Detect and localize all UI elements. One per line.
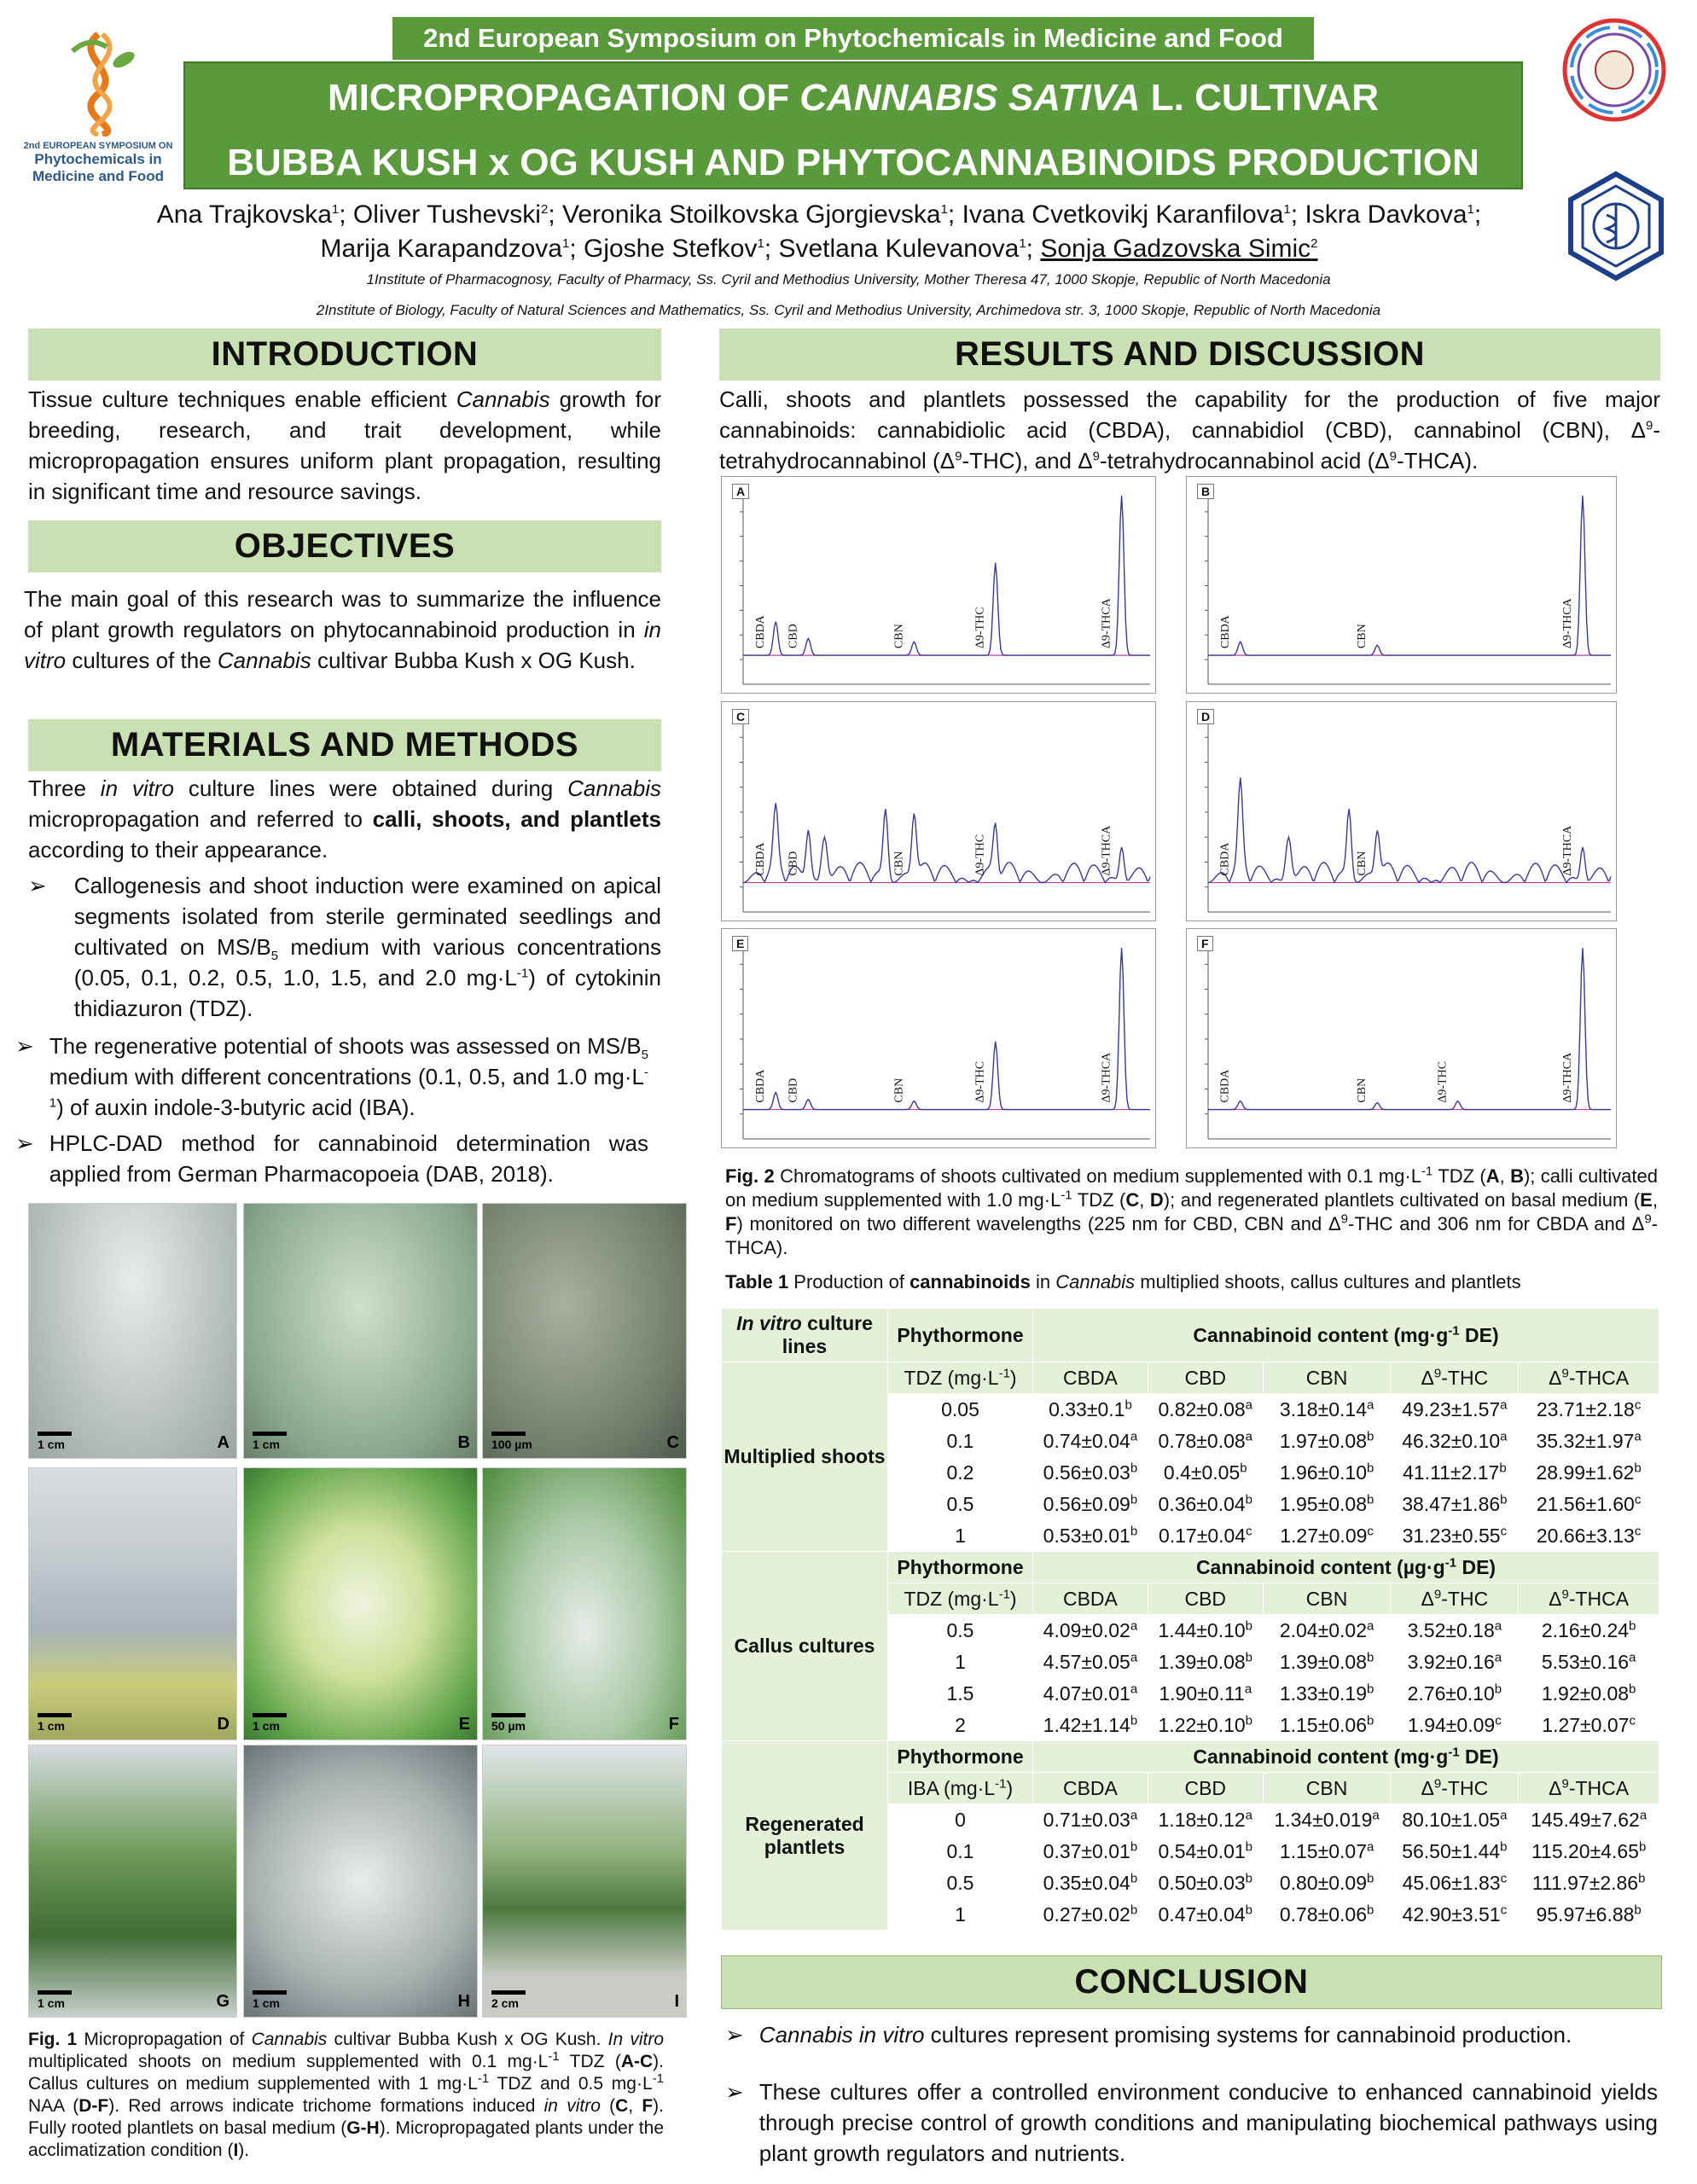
column-header-row xyxy=(722,1362,1659,1394)
column-header: CBDA xyxy=(1033,1583,1148,1615)
helix-logo-icon xyxy=(21,26,175,136)
author-name: Ivana Cvetkovikj Karanfilova$^1$ xyxy=(962,200,1291,229)
photo-panel-c xyxy=(482,1203,687,1459)
column-header: CBN xyxy=(1263,1362,1391,1394)
peak-label: CBD xyxy=(787,851,800,876)
concentration-cell: 0.1 xyxy=(888,1426,1033,1457)
column-header: CBD xyxy=(1148,1773,1263,1804)
chromatogram-trace xyxy=(1208,948,1611,1110)
value-cell: 1.22±0.10$^b$ xyxy=(1148,1710,1263,1741)
culture-line-name: Regenerated plantlets xyxy=(722,1741,888,1931)
value-cell: 1.44±0.10$^b$ xyxy=(1148,1615,1263,1647)
value-cell: 56.50±1.44$^b$ xyxy=(1391,1836,1519,1867)
scale-bar: 1 cm xyxy=(253,1713,287,1733)
value-cell: 0.78±0.06$^b$ xyxy=(1263,1899,1391,1931)
culture-line-name: Multiplied shoots xyxy=(722,1362,888,1552)
chromatogram-trace xyxy=(743,496,1150,655)
scale-bar: 2 cm xyxy=(491,1990,526,2010)
value-cell: 1.96±0.10$^b$ xyxy=(1263,1457,1391,1489)
photo-panel-g xyxy=(28,1745,237,2018)
logo-text-line3: Medicine and Food xyxy=(32,168,164,184)
conclusion-bullet-2: ➢ These cultures offer a controlled environment conducive to enhanced cannabinoid yields through precise control of growth conditions and manipulating biochemical pathways using plant growth regulators and nutrients. xyxy=(725,2079,1658,2166)
value-cell: 1.39±0.08$^b$ xyxy=(1263,1647,1391,1678)
results-text: Calli, shoots and plantlets possessed the capability for the production of five major cannabinoids: cannabidiolic acid (CBDA), cannabidiol (CBD), cannabinol (CBN), $\Delta^9$-tetrahydrocannabinol $(\Delta^9-THC)$, and $\Delta^9$-tetrahydrocannabinol acid $(\Delta^9-THCA)$. xyxy=(719,386,1660,473)
concentration-cell: 2 xyxy=(888,1710,1033,1741)
peak-label: CBDA xyxy=(1218,1069,1232,1103)
authors xyxy=(85,198,1553,266)
content-header: Cannabinoid content ($mg\cdot g^{-1}$ DE) xyxy=(1033,1741,1659,1773)
chromatogram-b xyxy=(1186,476,1617,694)
column-header: CBDA xyxy=(1033,1773,1148,1804)
photo-label: C xyxy=(666,1433,679,1452)
column-header: CBD xyxy=(1148,1583,1263,1615)
objectives-text: The main goal of this research was to summarize the influence of plant growth regulators on phytocannabinoid production in in vitro cultures of the Cannabis cultivar Bubba Kush x OG Kush. xyxy=(24,586,661,673)
title-line2: BUBBA KUSH x OG KUSH AND PHYTOCANNABINOIDS PRODUCTION xyxy=(227,142,1479,183)
introduction-text: Tissue culture techniques enable efficient Cannabis growth for breeding, research, and trait development, while micropropagation ensures uniform plant propagation, resulting in significant time and resource savings. xyxy=(28,386,661,504)
value-cell: 49.23±1.57$^a$ xyxy=(1391,1394,1519,1426)
table-1-caption: Table 1 Production of cannabinoids in Cannabis multiplied shoots, callus cultures and plantlets xyxy=(725,1271,1521,1292)
peak-label: Δ9-THCA xyxy=(1560,825,1574,876)
phythormone-header: Phythormone xyxy=(888,1552,1033,1583)
concentration-cell: 1 xyxy=(888,1520,1033,1552)
column-header: $\Delta^9$-THCA xyxy=(1519,1362,1659,1394)
group-header-row xyxy=(722,1552,1659,1583)
scale-bar: 1 cm xyxy=(38,1432,72,1451)
author-name: Svetlana Kulevanova$^1$ xyxy=(778,235,1026,263)
value-cell: 0.37±0.01$^b$ xyxy=(1033,1836,1148,1867)
column-header: $\Delta^9$-THCA xyxy=(1519,1773,1659,1804)
photo-label: G xyxy=(216,1992,230,2011)
author-name: Gjoshe Stefkov$^1$ xyxy=(584,235,764,263)
chromatogram-panel-label: B xyxy=(1197,484,1214,499)
photo-label: B xyxy=(457,1433,470,1452)
chromatogram-a xyxy=(721,476,1156,694)
value-cell: 0.36±0.04$^b$ xyxy=(1148,1489,1263,1520)
peak-label: Δ9-THC xyxy=(973,1060,987,1103)
value-cell: 0.53±0.01$^b$ xyxy=(1033,1520,1148,1552)
peak-label: Δ9-THC xyxy=(973,607,987,649)
concentration-cell: 0.5 xyxy=(888,1489,1033,1520)
value-cell: 28.99±1.62$^b$ xyxy=(1519,1457,1659,1489)
introduction-heading: INTRODUCTION xyxy=(28,328,661,380)
peak-label: Δ9-THC xyxy=(973,834,987,876)
group-header-row xyxy=(722,1741,1659,1773)
value-cell: 1.15±0.07$^a$ xyxy=(1263,1836,1391,1867)
value-cell: 0.71±0.03$^a$ xyxy=(1033,1804,1148,1836)
value-cell: 1.33±0.19$^b$ xyxy=(1263,1678,1391,1710)
scale-bar: 1 cm xyxy=(38,1990,72,2010)
column-header: $\Delta^9$-THC xyxy=(1391,1583,1519,1615)
chromatogram-trace xyxy=(1208,778,1611,883)
right-logo-seal xyxy=(1561,17,1668,124)
peak-label: CBDA xyxy=(1218,615,1232,649)
chromatogram-trace xyxy=(743,803,1150,882)
value-cell: 4.57±0.05$^a$ xyxy=(1033,1647,1148,1678)
value-cell: 1.42±1.14$^b$ xyxy=(1033,1710,1148,1741)
title-box xyxy=(183,61,1523,189)
value-cell: 0.74±0.04$^a$ xyxy=(1033,1426,1148,1457)
photo-label: I xyxy=(674,1992,679,2011)
value-cell: 1.90±0.11$^a$ xyxy=(1148,1678,1263,1710)
value-cell: 2.04±0.02$^a$ xyxy=(1263,1615,1391,1647)
chromatogram-panel-label: C xyxy=(732,709,749,724)
scale-bar: 1 cm xyxy=(253,1432,287,1451)
title-line1: MICROPROPAGATION OF CANNABIS SATIVA L. CULTIVAR xyxy=(328,77,1379,119)
peak-label: CBN xyxy=(892,851,906,876)
value-cell: 41.11±2.17$^b$ xyxy=(1391,1457,1519,1489)
photo-panel-h xyxy=(243,1745,478,2018)
photo-panel-f xyxy=(482,1467,687,1740)
value-cell: 0.56±0.09$^b$ xyxy=(1033,1489,1148,1520)
column-header: CBN xyxy=(1263,1773,1391,1804)
authors-line1: Ana Trajkovska$^1$; Oliver Tushevski$^2$; Veronika Stoilkovska Gjorgievska$^1$; Ivana Cvetkovikj Karanfilova$^1$; Iskra Davkova$^1$; xyxy=(156,200,1482,229)
value-cell: 4.09±0.02$^a$ xyxy=(1033,1615,1148,1647)
logo-text-line2: Phytochemicals in xyxy=(34,151,162,167)
peak-label: CBDA xyxy=(754,615,768,649)
column-header: $\Delta^9$-THC xyxy=(1391,1362,1519,1394)
peak-label: Δ9-THCA xyxy=(1560,1052,1574,1103)
peak-label: Δ9-THC xyxy=(1436,1060,1450,1103)
column-header: CBD xyxy=(1148,1362,1263,1394)
peak-label: Δ9-THCA xyxy=(1560,598,1574,649)
content-header: Cannabinoid content ($\mu g\cdot g^{-1}$ DE) xyxy=(1033,1552,1659,1583)
value-cell: 0.54±0.01$^b$ xyxy=(1148,1836,1263,1867)
author-name: Oliver Tushevski$^2$ xyxy=(352,200,549,229)
photo-panel-a xyxy=(28,1203,237,1459)
table-1 xyxy=(721,1308,1659,1931)
unit-header: TDZ $(mg\cdot L^{-1})$ xyxy=(888,1362,1033,1394)
value-cell: 0.17±0.04$^c$ xyxy=(1148,1520,1263,1552)
concentration-cell: 1 xyxy=(888,1899,1033,1931)
value-cell: 20.66±3.13$^c$ xyxy=(1519,1520,1659,1552)
affiliation-2: 2Institute of Biology, Faculty of Natural Sciences and Mathematics, Ss. Cyril and Methodius University, Archimedova str. 3, 1000 Skopje, Republic of North Macedonia xyxy=(316,302,1381,318)
table-header-row xyxy=(722,1309,1659,1362)
concentration-cell: 1 xyxy=(888,1647,1033,1678)
value-cell: 1.92±0.08$^b$ xyxy=(1519,1678,1659,1710)
value-cell: 3.92±0.16$^a$ xyxy=(1391,1647,1519,1678)
symposium-banner: 2nd European Symposium on Phytochemicals in Medicine and Food xyxy=(392,17,1314,60)
figure-2-caption: Fig. 2 Chromatograms of shoots cultivated on medium supplemented with 0.1 $mg\cdot L^{-1}$ TDZ (A, B); calli cultivated on medium supplemented with 1.0 $mg\cdot L^{-1}$ TDZ (C, D); and regenerated plantlets cultivated on basal medium (E, F) monitored on two different wavelengths (225 nm for CBD, CBN and $\Delta^9$-THC and 306 nm for CBDA and $\Delta^9-THCA$). xyxy=(725,1164,1658,1258)
value-cell: 95.97±6.88$^b$ xyxy=(1519,1899,1659,1931)
phythormone-header: Phythormone xyxy=(888,1309,1033,1362)
logo-text-line1: 2nd EUROPEAN SYMPOSIUM ON xyxy=(23,141,173,151)
author-name: Veronika Stoilkovska Gjorgievska$^1$ xyxy=(562,200,948,229)
author-name: Marija Karapandzova$^1$ xyxy=(320,235,570,263)
photo-panel-d xyxy=(28,1467,237,1740)
value-cell: 46.32±0.10$^a$ xyxy=(1391,1426,1519,1457)
value-cell: 0.4±0.05$^b$ xyxy=(1148,1457,1263,1489)
faculty-seal-icon xyxy=(1561,17,1668,124)
peak-label: CBN xyxy=(892,624,906,649)
value-cell: 0.78±0.08$^a$ xyxy=(1148,1426,1263,1457)
scale-bar: 100 µm xyxy=(491,1432,532,1451)
value-cell: 1.95±0.08$^b$ xyxy=(1263,1489,1391,1520)
phythormone-header: Phythormone xyxy=(888,1741,1033,1773)
column-header: CBN xyxy=(1263,1583,1391,1615)
value-cell: 1.34±0.019$^a$ xyxy=(1263,1804,1391,1836)
concentration-cell: 0.1 xyxy=(888,1836,1033,1867)
peak-label: CBN xyxy=(1356,851,1369,876)
value-cell: 45.06±1.83$^c$ xyxy=(1391,1867,1519,1899)
value-cell: 42.90±3.51$^c$ xyxy=(1391,1899,1519,1931)
concentration-cell: 0.05 xyxy=(888,1394,1033,1426)
peak-label: CBN xyxy=(1356,624,1369,649)
value-cell: 2.16±0.24$^b$ xyxy=(1519,1615,1659,1647)
peak-label: Δ9-THCA xyxy=(1100,1052,1113,1103)
right-logo-pharmacy xyxy=(1566,171,1666,282)
chromatogram-d xyxy=(1186,701,1617,921)
value-cell: 4.07±0.01$^a$ xyxy=(1033,1678,1148,1710)
peak-label: CBDA xyxy=(1218,842,1232,876)
value-cell: 1.94±0.09$^c$ xyxy=(1391,1710,1519,1741)
pharmacy-emblem-icon xyxy=(1566,171,1666,282)
author-name: Sonja Gadzovska Simic$^2$ xyxy=(1040,235,1318,263)
value-cell: 111.97±2.86$^b$ xyxy=(1519,1867,1659,1899)
chromatogram-panel-label: A xyxy=(732,484,749,499)
objectives-heading: OBJECTIVES xyxy=(28,520,661,572)
value-cell: 1.97±0.08$^b$ xyxy=(1263,1426,1391,1457)
results-heading: RESULTS AND DISCUSSION xyxy=(719,328,1660,380)
content-header: Cannabinoid content ($mg\cdot g^{-1}$ DE) xyxy=(1033,1309,1659,1362)
value-cell: 5.53±0.16$^a$ xyxy=(1519,1647,1659,1678)
concentration-cell: 0 xyxy=(888,1804,1033,1836)
scale-bar: 50 µm xyxy=(491,1713,526,1733)
culture-lines-header: In vitro culture lines xyxy=(722,1309,888,1362)
photo-panel-b xyxy=(243,1203,478,1459)
value-cell: 0.80±0.09$^b$ xyxy=(1263,1867,1391,1899)
value-cell: 31.23±0.55$^c$ xyxy=(1391,1520,1519,1552)
scale-bar: 1 cm xyxy=(253,1990,287,2010)
value-cell: 2.76±0.10$^b$ xyxy=(1391,1678,1519,1710)
value-cell: 1.18±0.12$^a$ xyxy=(1148,1804,1263,1836)
authors-line2: Marija Karapandzova$^1$; Gjoshe Stefkov$^1$; Svetlana Kulevanova$^1$; Sonja Gadzovska Simic$^2$ xyxy=(320,235,1318,263)
photo-label: F xyxy=(668,1715,679,1734)
chromatogram-panel-label: F xyxy=(1197,936,1213,951)
peak-label: CBDA xyxy=(754,842,768,876)
affiliation-1: 1Institute of Pharmacognosy, Faculty of Pharmacy, Ss. Cyril and Methodius University, Mother Theresa 47, 1000 Skopje, Republic of North Macedonia xyxy=(366,271,1331,288)
peak-label: CBDA xyxy=(754,1069,768,1103)
unit-header: IBA $(mg\cdot L^{-1})$ xyxy=(888,1773,1033,1804)
value-cell: 0.47±0.04$^b$ xyxy=(1148,1899,1263,1931)
photo-panel-e xyxy=(243,1467,478,1740)
value-cell: 3.52±0.18$^a$ xyxy=(1391,1615,1519,1647)
value-cell: 1.27±0.07$^c$ xyxy=(1519,1710,1659,1741)
chromatogram-panel-label: E xyxy=(732,936,748,951)
value-cell: 23.71±2.18$^c$ xyxy=(1519,1394,1659,1426)
photo-label: H xyxy=(457,1992,470,2011)
value-cell: 0.27±0.02$^b$ xyxy=(1033,1899,1148,1931)
figure-1-caption: Fig. 1 Micropropagation of Cannabis cultivar Bubba Kush x OG Kush. In vitro multiplicated shoots on medium supplemented with 0.1 $mg\cdot L^{-1}$ TDZ (A-C). Callus cultures on medium supplemented with 1 $mg\cdot L^{-1}$ TDZ and 0.5 $mg\cdot L^{-1}$ NAA (D-F). Red arrows indicate trichome formations induced in vitro (C, F). Fully rooted plantlets on basal medium (G-H). Micropropagated plants under the acclimatization condition (I). xyxy=(28,2030,665,2160)
author-name: Iskra Davkova$^1$ xyxy=(1305,200,1474,229)
value-cell: 0.82±0.08$^a$ xyxy=(1148,1394,1263,1426)
value-cell: 21.56±1.60$^c$ xyxy=(1519,1489,1659,1520)
value-cell: 0.35±0.04$^b$ xyxy=(1033,1867,1148,1899)
chromatogram-e xyxy=(721,928,1156,1148)
value-cell: 35.32±1.97$^a$ xyxy=(1519,1426,1659,1457)
concentration-cell: 0.2 xyxy=(888,1457,1033,1489)
peak-label: Δ9-THCA xyxy=(1100,825,1113,876)
unit-header: TDZ $(mg\cdot L^{-1})$ xyxy=(888,1583,1033,1615)
peak-label: Δ9-THCA xyxy=(1100,598,1113,649)
peak-label: CBN xyxy=(1356,1077,1369,1103)
chromatogram-f xyxy=(1186,928,1617,1148)
peak-label: CBN xyxy=(892,1077,906,1103)
value-cell: 115.20±4.65$^b$ xyxy=(1519,1836,1659,1867)
value-cell: 1.27±0.09$^c$ xyxy=(1263,1520,1391,1552)
author-name: Ana Trajkovska$^1$ xyxy=(156,200,340,229)
value-cell: 0.50±0.03$^b$ xyxy=(1148,1867,1263,1899)
value-cell: 38.47±1.86$^b$ xyxy=(1391,1489,1519,1520)
chromatogram-panel-label: D xyxy=(1197,709,1214,724)
left-logo xyxy=(21,26,175,184)
chromatogram-trace xyxy=(743,948,1150,1110)
methods-heading: MATERIALS AND METHODS xyxy=(28,719,661,771)
methods-bullet-2: ➢ The regenerative potential of shoots was assessed on $MS/B_5$ medium with different concentrations (0.1, 0.5, and 1.0 $mg\cdot L^{-1}$) of auxin indole-3-butyric acid (IBA). xyxy=(15,1033,648,1120)
photo-label: E xyxy=(458,1715,470,1734)
culture-line-name: Callus cultures xyxy=(722,1552,888,1741)
value-cell: 145.49±7.62$^a$ xyxy=(1519,1804,1659,1836)
conclusion-heading: CONCLUSION xyxy=(721,1955,1662,2009)
value-cell: 1.39±0.08$^b$ xyxy=(1148,1647,1263,1678)
column-header: CBDA xyxy=(1033,1362,1148,1394)
value-cell: 1.15±0.06$^b$ xyxy=(1263,1710,1391,1741)
methods-bullet-3: ➢ HPLC-DAD method for cannabinoid determination was applied from German Pharmacopoeia (DAB, 2018). xyxy=(15,1130,648,1187)
methods-intro: Three in vitro culture lines were obtained during Cannabis micropropagation and referred to calli, shoots, and plantlets according to their appearance. xyxy=(28,775,661,863)
concentration-cell: 0.5 xyxy=(888,1615,1033,1647)
chromatogram-c xyxy=(721,701,1156,921)
peak-label: CBD xyxy=(787,1077,800,1103)
photo-label: D xyxy=(217,1715,230,1734)
value-cell: 80.10±1.05$^a$ xyxy=(1391,1804,1519,1836)
methods-bullet-1: ➢ Callogenesis and shoot induction were examined on apical segments isolated from sterile germinated seedlings and cultivated on $MS/B_5$ medium with various concentrations (0.05, 0.1, 0.2, 0.5, 1.0, 1.5, and 2.0 $mg\cdot L^{-1}$) of cytokinin thidiazuron (TDZ). xyxy=(28,873,662,1021)
peak-label: CBD xyxy=(787,624,800,649)
column-header: $\Delta^9$-THCA xyxy=(1519,1583,1659,1615)
value-cell: 3.18±0.14$^a$ xyxy=(1263,1394,1391,1426)
conclusion-bullet-1: ➢ Cannabis in vitro cultures represent promising systems for cannabinoid production. xyxy=(725,2022,1572,2048)
chromatogram-trace xyxy=(1208,496,1611,655)
column-header: $\Delta^9$-THC xyxy=(1391,1773,1519,1804)
value-cell: 0.56±0.03$^b$ xyxy=(1033,1457,1148,1489)
concentration-cell: 0.5 xyxy=(888,1867,1033,1899)
value-cell: 0.33±0.1$^b$ xyxy=(1033,1394,1148,1426)
photo-panel-i xyxy=(482,1745,687,2018)
scale-bar: 1 cm xyxy=(38,1713,72,1733)
photo-label: A xyxy=(217,1433,230,1452)
concentration-cell: 1.5 xyxy=(888,1678,1033,1710)
